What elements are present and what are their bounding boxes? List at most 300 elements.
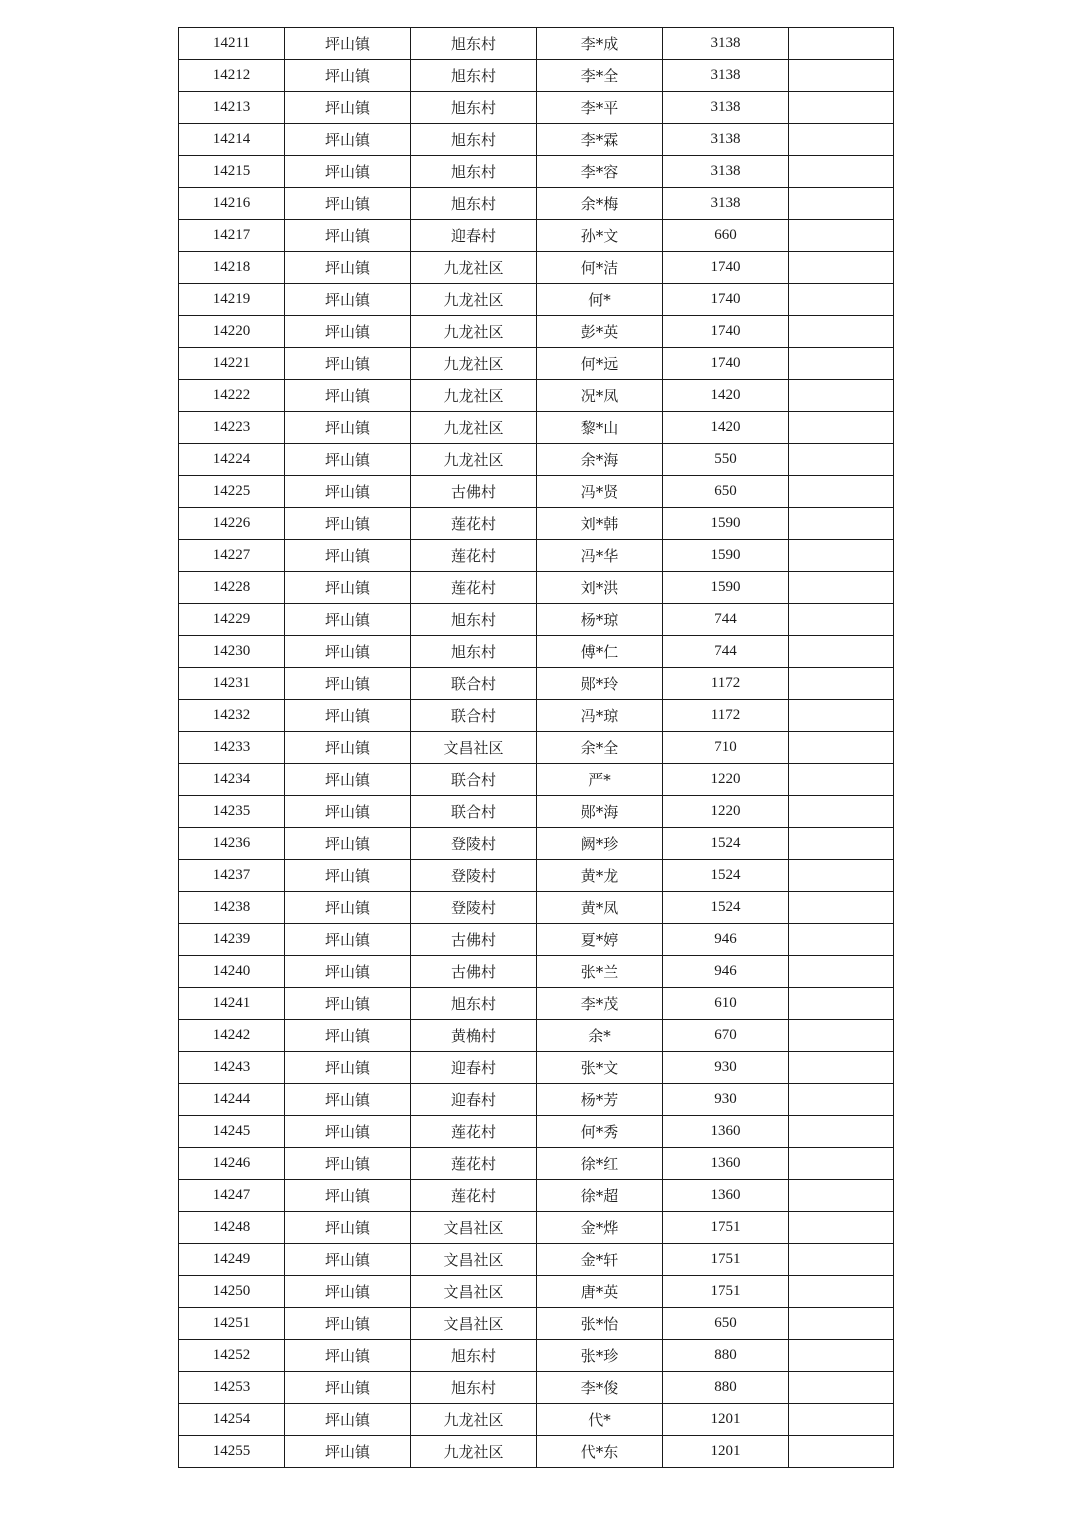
amount-cell: 880: [663, 1372, 789, 1404]
amount-cell: 3138: [663, 92, 789, 124]
name-cell: 张*兰: [537, 956, 663, 988]
town-cell: 坪山镇: [285, 764, 411, 796]
serial-number-cell: 14249: [179, 1244, 285, 1276]
town-cell: 坪山镇: [285, 668, 411, 700]
table-body: [179, 28, 894, 1468]
town-cell: 坪山镇: [285, 348, 411, 380]
village-cell: 迎春村: [411, 220, 537, 252]
amount-cell: 650: [663, 476, 789, 508]
serial-number-cell: 14243: [179, 1052, 285, 1084]
village-cell: 联合村: [411, 700, 537, 732]
remark-cell: [789, 1020, 894, 1052]
serial-number-cell: 14253: [179, 1372, 285, 1404]
serial-number-cell: 14223: [179, 412, 285, 444]
serial-number-cell: 14224: [179, 444, 285, 476]
table-row: [179, 1372, 894, 1404]
town-cell: 坪山镇: [285, 412, 411, 444]
village-cell: 九龙社区: [411, 1436, 537, 1468]
table-row: [179, 1148, 894, 1180]
serial-number-cell: 14245: [179, 1116, 285, 1148]
remark-cell: [789, 1180, 894, 1212]
town-cell: 坪山镇: [285, 1020, 411, 1052]
table-row: [179, 1212, 894, 1244]
name-cell: 余*: [537, 1020, 663, 1052]
amount-cell: 946: [663, 956, 789, 988]
table-row: [179, 1308, 894, 1340]
amount-cell: 1524: [663, 860, 789, 892]
town-cell: 坪山镇: [285, 604, 411, 636]
amount-cell: 1524: [663, 892, 789, 924]
amount-cell: 670: [663, 1020, 789, 1052]
remark-cell: [789, 28, 894, 60]
name-cell: 余*梅: [537, 188, 663, 220]
remark-cell: [789, 1276, 894, 1308]
remark-cell: [789, 1436, 894, 1468]
name-cell: 余*全: [537, 732, 663, 764]
village-cell: 旭东村: [411, 124, 537, 156]
name-cell: 李*平: [537, 92, 663, 124]
town-cell: 坪山镇: [285, 220, 411, 252]
remark-cell: [789, 92, 894, 124]
name-cell: 李*容: [537, 156, 663, 188]
village-cell: 旭东村: [411, 156, 537, 188]
amount-cell: 744: [663, 604, 789, 636]
village-cell: 联合村: [411, 668, 537, 700]
table-row: [179, 1084, 894, 1116]
name-cell: 金*烨: [537, 1212, 663, 1244]
village-cell: 旭东村: [411, 92, 537, 124]
serial-number-cell: 14234: [179, 764, 285, 796]
village-cell: 旭东村: [411, 636, 537, 668]
name-cell: 杨*琼: [537, 604, 663, 636]
remark-cell: [789, 220, 894, 252]
town-cell: 坪山镇: [285, 700, 411, 732]
remark-cell: [789, 508, 894, 540]
village-cell: 古佛村: [411, 476, 537, 508]
remark-cell: [789, 988, 894, 1020]
name-cell: 代*: [537, 1404, 663, 1436]
town-cell: 坪山镇: [285, 540, 411, 572]
amount-cell: 1751: [663, 1244, 789, 1276]
town-cell: 坪山镇: [285, 124, 411, 156]
amount-cell: 1220: [663, 796, 789, 828]
name-cell: 李*茂: [537, 988, 663, 1020]
amount-cell: 3138: [663, 124, 789, 156]
remark-cell: [789, 636, 894, 668]
amount-cell: 1420: [663, 412, 789, 444]
amount-cell: 1360: [663, 1116, 789, 1148]
amount-cell: 1201: [663, 1404, 789, 1436]
serial-number-cell: 14226: [179, 508, 285, 540]
amount-cell: 650: [663, 1308, 789, 1340]
village-cell: 九龙社区: [411, 1404, 537, 1436]
table-row: [179, 1340, 894, 1372]
remark-cell: [789, 540, 894, 572]
town-cell: 坪山镇: [285, 1116, 411, 1148]
name-cell: 张*珍: [537, 1340, 663, 1372]
table-row: [179, 1436, 894, 1468]
serial-number-cell: 14221: [179, 348, 285, 380]
table-row: [179, 508, 894, 540]
remark-cell: [789, 1308, 894, 1340]
village-cell: 莲花村: [411, 1116, 537, 1148]
remark-cell: [789, 1148, 894, 1180]
table-row: [179, 700, 894, 732]
table-row: [179, 1404, 894, 1436]
village-cell: 九龙社区: [411, 348, 537, 380]
name-cell: 何*远: [537, 348, 663, 380]
remark-cell: [789, 156, 894, 188]
name-cell: 夏*婷: [537, 924, 663, 956]
serial-number-cell: 14241: [179, 988, 285, 1020]
name-cell: 何*秀: [537, 1116, 663, 1148]
table-row: [179, 828, 894, 860]
village-cell: 文昌社区: [411, 1308, 537, 1340]
town-cell: 坪山镇: [285, 796, 411, 828]
remark-cell: [789, 796, 894, 828]
table-row: [179, 124, 894, 156]
table-row: [179, 380, 894, 412]
serial-number-cell: 14233: [179, 732, 285, 764]
table-row: [179, 60, 894, 92]
table-row: [179, 892, 894, 924]
village-cell: 莲花村: [411, 508, 537, 540]
table-row: [179, 956, 894, 988]
name-cell: 张*文: [537, 1052, 663, 1084]
name-cell: 冯*琼: [537, 700, 663, 732]
remark-cell: [789, 668, 894, 700]
town-cell: 坪山镇: [285, 1340, 411, 1372]
town-cell: 坪山镇: [285, 828, 411, 860]
village-cell: 迎春村: [411, 1084, 537, 1116]
remark-cell: [789, 1116, 894, 1148]
serial-number-cell: 14239: [179, 924, 285, 956]
amount-cell: 1590: [663, 572, 789, 604]
table-row: [179, 1020, 894, 1052]
town-cell: 坪山镇: [285, 1052, 411, 1084]
town-cell: 坪山镇: [285, 284, 411, 316]
village-cell: 九龙社区: [411, 412, 537, 444]
amount-cell: 744: [663, 636, 789, 668]
town-cell: 坪山镇: [285, 60, 411, 92]
name-cell: 余*海: [537, 444, 663, 476]
amount-cell: 1172: [663, 700, 789, 732]
table-row: [179, 1276, 894, 1308]
village-cell: 旭东村: [411, 988, 537, 1020]
village-cell: 九龙社区: [411, 380, 537, 412]
serial-number-cell: 14235: [179, 796, 285, 828]
amount-cell: 1524: [663, 828, 789, 860]
remark-cell: [789, 860, 894, 892]
remark-cell: [789, 572, 894, 604]
village-cell: 九龙社区: [411, 252, 537, 284]
name-cell: 李*成: [537, 28, 663, 60]
table-row: [179, 188, 894, 220]
name-cell: 张*怡: [537, 1308, 663, 1340]
amount-cell: 1751: [663, 1276, 789, 1308]
amount-cell: 930: [663, 1084, 789, 1116]
table-row: [179, 1052, 894, 1084]
name-cell: 冯*贤: [537, 476, 663, 508]
remark-cell: [789, 380, 894, 412]
town-cell: 坪山镇: [285, 1404, 411, 1436]
town-cell: 坪山镇: [285, 380, 411, 412]
village-cell: 旭东村: [411, 28, 537, 60]
table-row: [179, 444, 894, 476]
serial-number-cell: 14231: [179, 668, 285, 700]
name-cell: 杨*芳: [537, 1084, 663, 1116]
village-cell: 旭东村: [411, 1372, 537, 1404]
serial-number-cell: 14247: [179, 1180, 285, 1212]
name-cell: 傅*仁: [537, 636, 663, 668]
amount-cell: 550: [663, 444, 789, 476]
remark-cell: [789, 444, 894, 476]
remark-cell: [789, 1404, 894, 1436]
amount-cell: 1590: [663, 508, 789, 540]
name-cell: 彭*英: [537, 316, 663, 348]
town-cell: 坪山镇: [285, 1084, 411, 1116]
serial-number-cell: 14216: [179, 188, 285, 220]
village-cell: 旭东村: [411, 604, 537, 636]
remark-cell: [789, 348, 894, 380]
remark-cell: [789, 412, 894, 444]
table-row: [179, 636, 894, 668]
name-cell: 郧*海: [537, 796, 663, 828]
name-cell: 徐*红: [537, 1148, 663, 1180]
amount-cell: 1360: [663, 1148, 789, 1180]
table-row: [179, 668, 894, 700]
town-cell: 坪山镇: [285, 1276, 411, 1308]
amount-cell: 1740: [663, 252, 789, 284]
village-cell: 登陵村: [411, 828, 537, 860]
table-row: [179, 1244, 894, 1276]
town-cell: 坪山镇: [285, 1180, 411, 1212]
town-cell: 坪山镇: [285, 572, 411, 604]
town-cell: 坪山镇: [285, 988, 411, 1020]
name-cell: 唐*英: [537, 1276, 663, 1308]
data-table: [178, 27, 894, 1468]
name-cell: 阙*珍: [537, 828, 663, 860]
table-row: [179, 284, 894, 316]
village-cell: 旭东村: [411, 60, 537, 92]
town-cell: 坪山镇: [285, 1244, 411, 1276]
name-cell: 黄*龙: [537, 860, 663, 892]
serial-number-cell: 14213: [179, 92, 285, 124]
serial-number-cell: 14227: [179, 540, 285, 572]
town-cell: 坪山镇: [285, 956, 411, 988]
serial-number-cell: 14219: [179, 284, 285, 316]
serial-number-cell: 14255: [179, 1436, 285, 1468]
village-cell: 九龙社区: [411, 316, 537, 348]
remark-cell: [789, 1084, 894, 1116]
serial-number-cell: 14232: [179, 700, 285, 732]
town-cell: 坪山镇: [285, 508, 411, 540]
name-cell: 李*俊: [537, 1372, 663, 1404]
serial-number-cell: 14230: [179, 636, 285, 668]
amount-cell: 1740: [663, 348, 789, 380]
town-cell: 坪山镇: [285, 28, 411, 60]
remark-cell: [789, 956, 894, 988]
remark-cell: [789, 1052, 894, 1084]
remark-cell: [789, 924, 894, 956]
village-cell: 登陵村: [411, 892, 537, 924]
table-row: [179, 252, 894, 284]
village-cell: 古佛村: [411, 924, 537, 956]
serial-number-cell: 14240: [179, 956, 285, 988]
serial-number-cell: 14242: [179, 1020, 285, 1052]
amount-cell: 3138: [663, 60, 789, 92]
name-cell: 徐*超: [537, 1180, 663, 1212]
village-cell: 古佛村: [411, 956, 537, 988]
serial-number-cell: 14237: [179, 860, 285, 892]
name-cell: 黄*凤: [537, 892, 663, 924]
name-cell: 何*: [537, 284, 663, 316]
name-cell: 金*轩: [537, 1244, 663, 1276]
serial-number-cell: 14248: [179, 1212, 285, 1244]
amount-cell: 710: [663, 732, 789, 764]
table-row: [179, 412, 894, 444]
serial-number-cell: 14236: [179, 828, 285, 860]
table-row: [179, 764, 894, 796]
village-cell: 联合村: [411, 764, 537, 796]
serial-number-cell: 14244: [179, 1084, 285, 1116]
amount-cell: 946: [663, 924, 789, 956]
village-cell: 莲花村: [411, 1148, 537, 1180]
remark-cell: [789, 732, 894, 764]
table-row: [179, 924, 894, 956]
village-cell: 文昌社区: [411, 732, 537, 764]
table-row: [179, 1180, 894, 1212]
village-cell: 九龙社区: [411, 284, 537, 316]
town-cell: 坪山镇: [285, 476, 411, 508]
table-row: [179, 604, 894, 636]
town-cell: 坪山镇: [285, 188, 411, 220]
serial-number-cell: 14217: [179, 220, 285, 252]
serial-number-cell: 14254: [179, 1404, 285, 1436]
remark-cell: [789, 764, 894, 796]
name-cell: 孙*文: [537, 220, 663, 252]
serial-number-cell: 14238: [179, 892, 285, 924]
village-cell: 联合村: [411, 796, 537, 828]
table-row: [179, 476, 894, 508]
name-cell: 况*凤: [537, 380, 663, 412]
remark-cell: [789, 284, 894, 316]
village-cell: 黄桷村: [411, 1020, 537, 1052]
village-cell: 迎春村: [411, 1052, 537, 1084]
amount-cell: 880: [663, 1340, 789, 1372]
amount-cell: 1201: [663, 1436, 789, 1468]
serial-number-cell: 14246: [179, 1148, 285, 1180]
town-cell: 坪山镇: [285, 732, 411, 764]
remark-cell: [789, 1244, 894, 1276]
town-cell: 坪山镇: [285, 156, 411, 188]
table-row: [179, 28, 894, 60]
table-row: [179, 988, 894, 1020]
name-cell: 严*: [537, 764, 663, 796]
remark-cell: [789, 604, 894, 636]
town-cell: 坪山镇: [285, 444, 411, 476]
village-cell: 旭东村: [411, 1340, 537, 1372]
name-cell: 刘*洪: [537, 572, 663, 604]
table-row: [179, 1116, 894, 1148]
amount-cell: 3138: [663, 156, 789, 188]
remark-cell: [789, 124, 894, 156]
town-cell: 坪山镇: [285, 1436, 411, 1468]
village-cell: 登陵村: [411, 860, 537, 892]
remark-cell: [789, 700, 894, 732]
serial-number-cell: 14250: [179, 1276, 285, 1308]
table-row: [179, 92, 894, 124]
amount-cell: 1172: [663, 668, 789, 700]
town-cell: 坪山镇: [285, 1148, 411, 1180]
table-row: [179, 540, 894, 572]
serial-number-cell: 14222: [179, 380, 285, 412]
remark-cell: [789, 1212, 894, 1244]
village-cell: 旭东村: [411, 188, 537, 220]
remark-cell: [789, 828, 894, 860]
amount-cell: 610: [663, 988, 789, 1020]
remark-cell: [789, 1372, 894, 1404]
amount-cell: 1751: [663, 1212, 789, 1244]
serial-number-cell: 14229: [179, 604, 285, 636]
remark-cell: [789, 60, 894, 92]
serial-number-cell: 14228: [179, 572, 285, 604]
serial-number-cell: 14225: [179, 476, 285, 508]
town-cell: 坪山镇: [285, 1372, 411, 1404]
amount-cell: 1740: [663, 284, 789, 316]
remark-cell: [789, 1340, 894, 1372]
serial-number-cell: 14214: [179, 124, 285, 156]
amount-cell: 1360: [663, 1180, 789, 1212]
name-cell: 李*全: [537, 60, 663, 92]
town-cell: 坪山镇: [285, 1212, 411, 1244]
table-row: [179, 732, 894, 764]
serial-number-cell: 14252: [179, 1340, 285, 1372]
serial-number-cell: 14211: [179, 28, 285, 60]
serial-number-cell: 14215: [179, 156, 285, 188]
name-cell: 代*东: [537, 1436, 663, 1468]
village-cell: 文昌社区: [411, 1276, 537, 1308]
remark-cell: [789, 252, 894, 284]
town-cell: 坪山镇: [285, 924, 411, 956]
table-row: [179, 316, 894, 348]
amount-cell: 930: [663, 1052, 789, 1084]
name-cell: 何*洁: [537, 252, 663, 284]
amount-cell: 1740: [663, 316, 789, 348]
name-cell: 黎*山: [537, 412, 663, 444]
serial-number-cell: 14220: [179, 316, 285, 348]
town-cell: 坪山镇: [285, 92, 411, 124]
town-cell: 坪山镇: [285, 316, 411, 348]
village-cell: 莲花村: [411, 540, 537, 572]
town-cell: 坪山镇: [285, 636, 411, 668]
town-cell: 坪山镇: [285, 892, 411, 924]
amount-cell: 1590: [663, 540, 789, 572]
village-cell: 九龙社区: [411, 444, 537, 476]
remark-cell: [789, 892, 894, 924]
remark-cell: [789, 188, 894, 220]
village-cell: 莲花村: [411, 1180, 537, 1212]
town-cell: 坪山镇: [285, 252, 411, 284]
name-cell: 刘*韩: [537, 508, 663, 540]
table-row: [179, 220, 894, 252]
amount-cell: 1420: [663, 380, 789, 412]
amount-cell: 660: [663, 220, 789, 252]
serial-number-cell: 14251: [179, 1308, 285, 1340]
name-cell: 冯*华: [537, 540, 663, 572]
town-cell: 坪山镇: [285, 860, 411, 892]
table-row: [179, 860, 894, 892]
